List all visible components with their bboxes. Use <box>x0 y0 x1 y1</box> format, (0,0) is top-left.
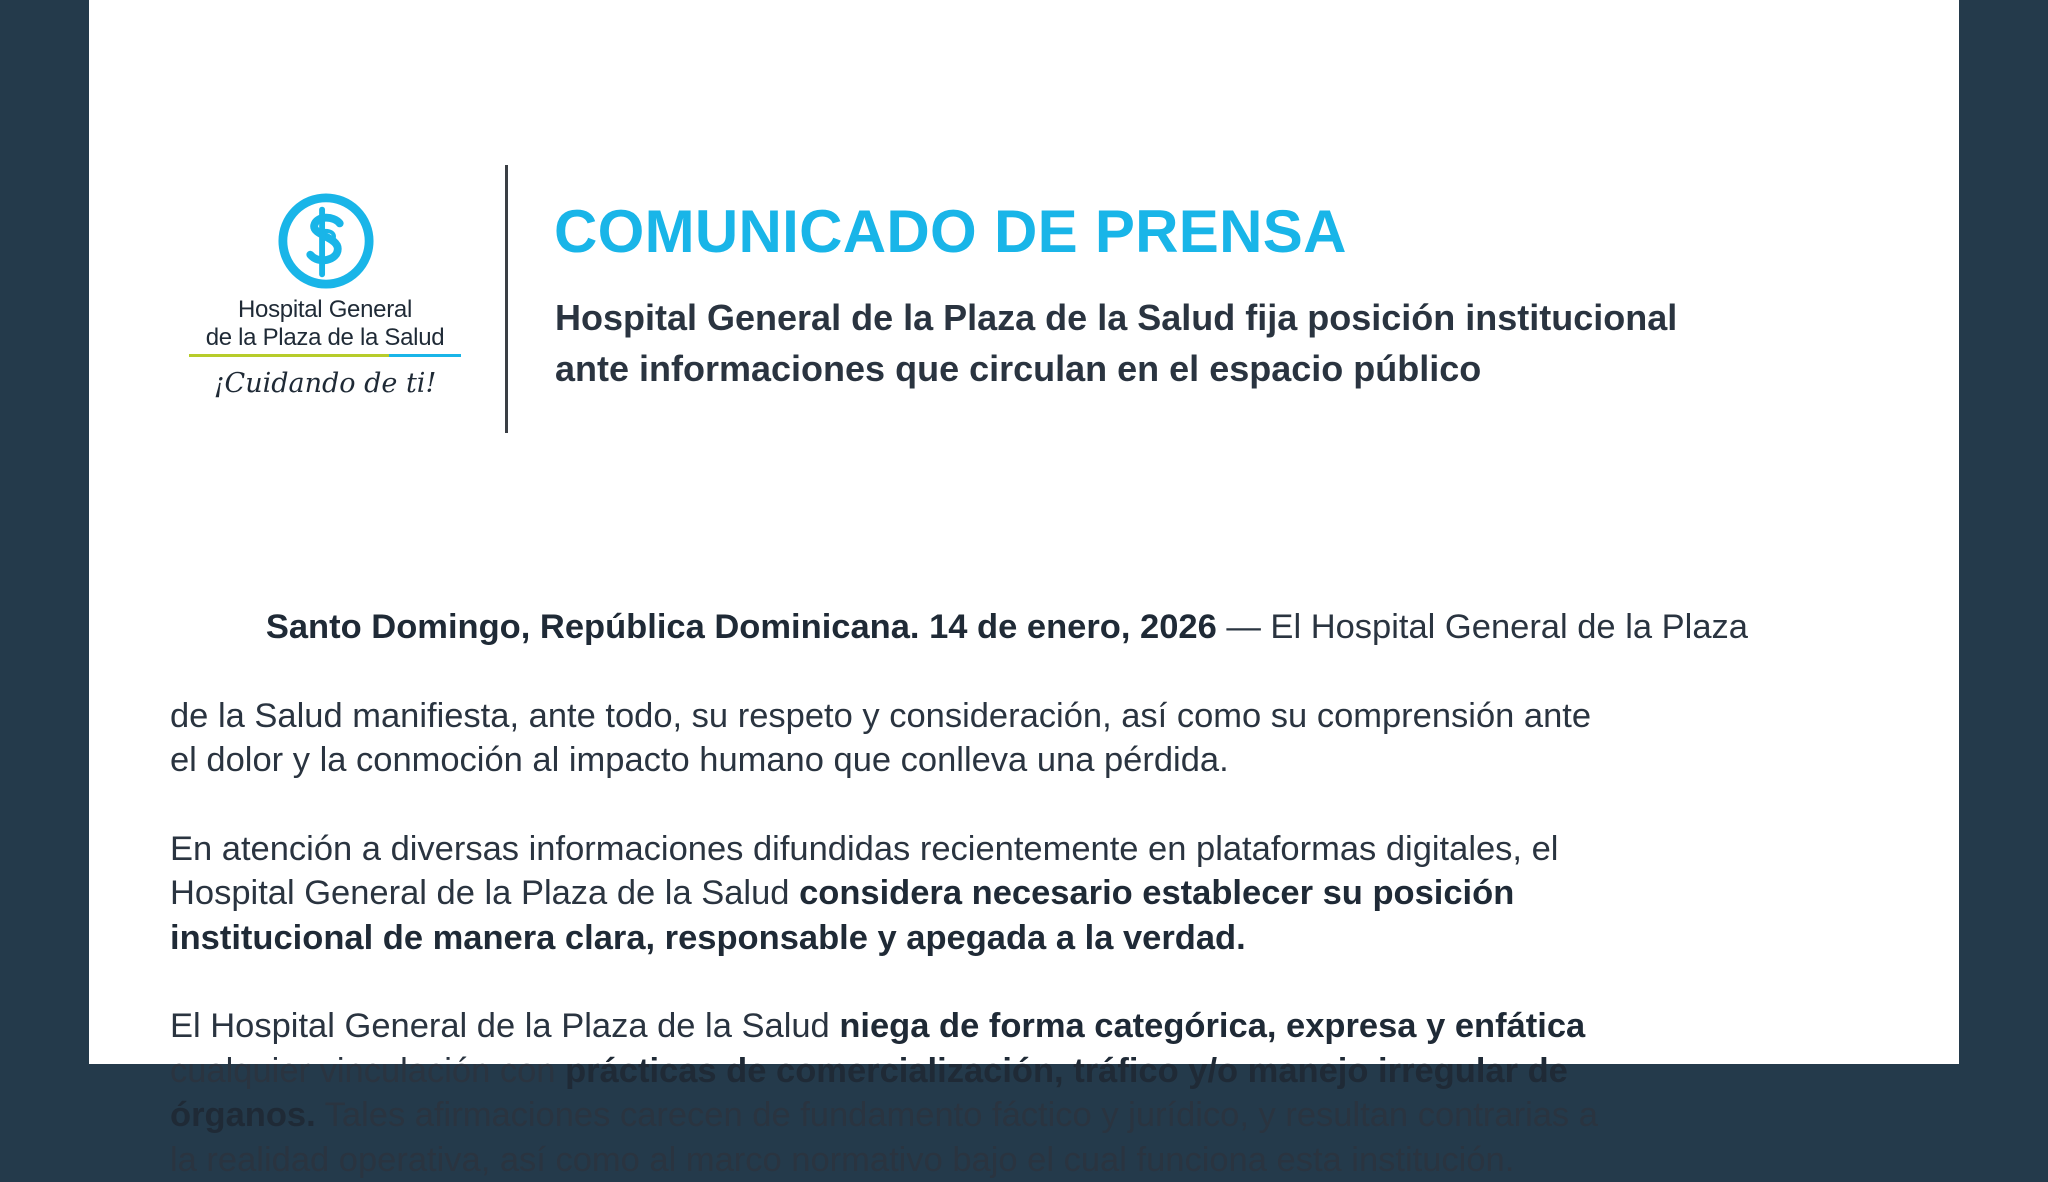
header-divider <box>505 165 508 433</box>
paragraph-2-line-1: En atención a diversas informaciones difundidas recientemente en plataformas digitales, el <box>170 827 1878 872</box>
press-release-headline <box>555 292 1895 394</box>
paragraph-3-text-bold-c: órganos. <box>170 1096 316 1134</box>
logo-underline-blue <box>389 354 461 357</box>
paragraph-3-text-bold-a: niega de forma categórica, expresa y enfática <box>839 1007 1585 1045</box>
hospital-emblem-icon <box>277 192 375 290</box>
paragraph-2-line-2 <box>170 871 1878 916</box>
document-page <box>89 0 1959 1064</box>
paragraph-3-text-plain-a: El Hospital General de la Plaza de la Salud <box>170 1007 839 1045</box>
headline-line-1: Hospital General de la Plaza de la Salud fija posición institucional <box>555 292 1895 343</box>
paragraph-3-text-plain-b: cualquier vinculación con <box>170 1052 565 1090</box>
paragraph-1-text-a: — El Hospital General de la Plaza <box>1217 608 1748 646</box>
logo-underline-green <box>189 354 389 357</box>
hospital-logo <box>186 190 464 420</box>
press-release-body <box>170 560 1878 1182</box>
logo-wordmark <box>186 296 464 352</box>
paragraph-3-line-4: la realidad operativa, así como al marco normativo bajo el cual funciona esta institución. <box>170 1138 1878 1182</box>
paragraph-1-line-2: de la Salud manifiesta, ante todo, su respeto y consideración, así como su comprensión ante <box>170 694 1878 739</box>
paragraph-3-line-1 <box>170 1004 1878 1049</box>
paragraph-2-text-bold: considera necesario establecer su posición <box>799 874 1514 912</box>
paragraph-1 <box>170 560 1878 783</box>
logo-name-line1: Hospital General <box>186 296 464 324</box>
paragraph-2-line-3: institucional de manera clara, responsable y apegada a la verdad. <box>170 916 1878 961</box>
paragraph-2 <box>170 827 1878 961</box>
headline-line-2: ante informaciones que circulan en el espacio público <box>555 343 1895 394</box>
paragraph-3-text-plain-c: Tales afirmaciones carecen de fundamento fáctico y jurídico, y resultan contrarias a <box>316 1096 1598 1134</box>
paragraph-3-line-3 <box>170 1093 1878 1138</box>
paragraph-1-line-1 <box>170 560 1878 694</box>
press-release-title: COMUNICADO DE PRENSA <box>554 196 1347 268</box>
paragraph-2-text-plain: Hospital General de la Plaza de la Salud <box>170 874 799 912</box>
paragraph-3-line-2 <box>170 1049 1878 1094</box>
paragraph-3-text-bold-b: prácticas de comercialización, tráfico y/o manejo irregular de <box>565 1052 1568 1090</box>
paragraph-1-line-3: el dolor y la conmoción al impacto humano que conlleva una pérdida. <box>170 738 1878 783</box>
logo-tagline: ¡Cuidando de ti! <box>186 368 464 399</box>
dateline: Santo Domingo, República Dominicana. 14 de enero, 2026 <box>266 608 1217 646</box>
paragraph-3 <box>170 1004 1878 1182</box>
logo-name-line2: de la Plaza de la Salud <box>186 324 464 352</box>
